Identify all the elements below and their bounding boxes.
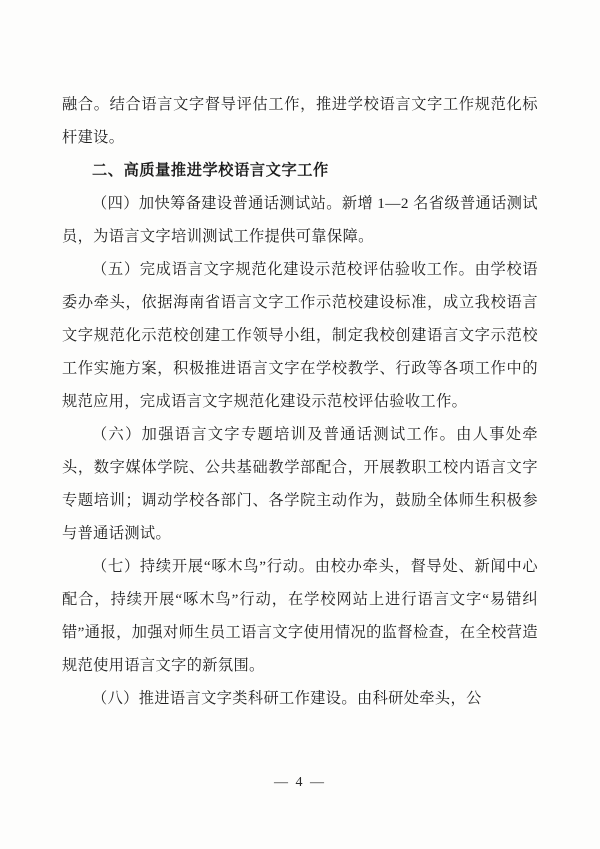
page-footer: [0, 775, 600, 791]
paragraph-item-four: （四）加快筹备建设普通话测试站。新增 1—2 名省级普通话测试员，为语言文字培训测试工作提供可靠保障。: [62, 195, 538, 245]
paragraph-item-five: （五）完成语言文字规范化建设示范校评估验收工作。由学校语委办牵头，依据海南省语言文字工作示范校建设标准，成立我校语言文字规范化示范校创建工作领导小组，制定我校创建语言文字示范校工作实施方案，积极推进语言文字在学校教学、行政等各项工作中的规范应用，完成语言文字规范化建设示范校评估验收工作。: [62, 261, 538, 410]
paragraph-item-seven: （七）持续开展“啄木鸟”行动。由校办牵头，督导处、新闻中心配合，持续开展“啄木鸟”行动，在学校网站上进行语言文字“易错纠错”通报，加强对师生员工语言文字使用情况的监督检查，在全校营造规范使用语言文字的新氛围。: [62, 558, 538, 674]
paragraph-item-six: （六）加强语言文字专题培训及普通话测试工作。由人事处牵头，数字媒体学院、公共基础教学部配合，开展教职工校内语言文字专题培训；调动学校各部门、各学院主动作为，鼓励全体师生积极参与普通话测试。: [62, 426, 538, 542]
section-heading-two: 二、高质量推进学校语言文字工作: [92, 162, 329, 179]
paragraph-continued: 融合。结合语言文字督导评估工作，推进学校语言文字工作规范化标杆建设。: [62, 96, 538, 146]
paragraph-item-eight: （八）推进语言文字类科研工作建设。由科研处牵头，公: [92, 690, 482, 707]
page-number: — 4 —: [274, 775, 326, 790]
document-body: [62, 88, 538, 715]
